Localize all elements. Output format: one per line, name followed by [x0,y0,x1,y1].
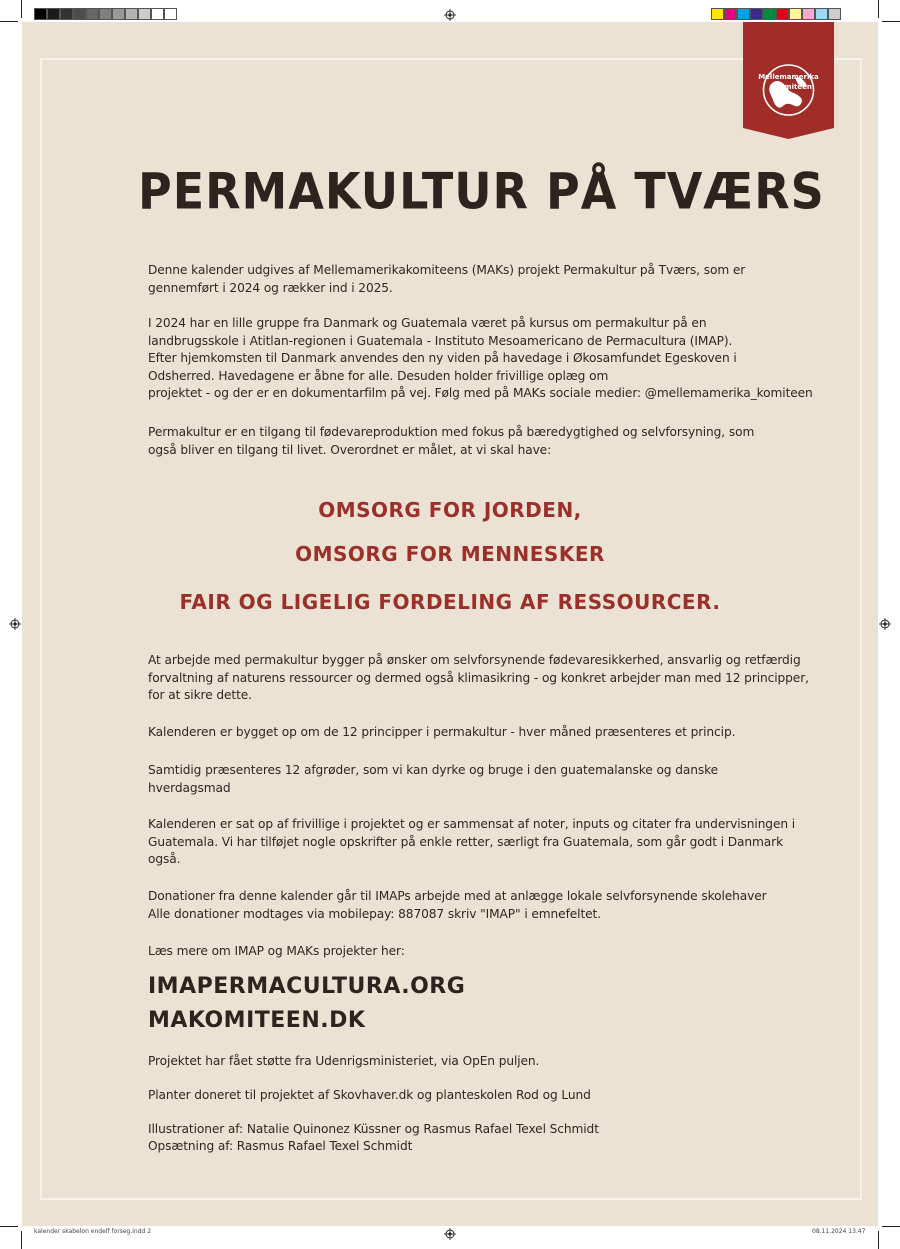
grayscale-registration-strip [34,8,177,20]
crop-mark [21,1231,22,1249]
credit-layout: Opsætning af: Rasmus Rafael Texel Schmidt [148,1139,413,1153]
details-paragraph-3: Samtidig præsenteres 12 afgrøder, som vi kan dyrke og bruge i den guatemalanske og danske hverdagsmad [148,763,719,795]
link-makomiteen[interactable]: MAKOMITEEN.DK [148,1008,366,1033]
details-paragraph-2: Kalenderen er bygget op om de 12 principper i permakultur - hver måned præsenteres et princip. [148,725,736,739]
details-paragraph-4: Kalenderen er sat op af frivillige i projektet og er sammensat af noter, inputs og citater fra undervisningen i Guatemala. Vi har tilføjet nogle opskrifter på enkle retter, særligt fra Guatemala, som går godt i Danmark også. [148,817,796,866]
link-imapermacultura[interactable]: IMAPERMACULTURA.ORG [148,974,466,999]
svg-text:Komiteen: Komiteen [774,83,812,91]
registration-crosshair-icon [879,618,891,630]
credit-support: Projektet har fået støtte fra Udenrigsministeriet, via OpEn puljen. [148,1054,540,1068]
details-paragraph-5: Donationer fra denne kalender går til IMAPs arbejde med at anlægge lokale selvforsynende skolehaver Alle donationer modtages via mobilepay: 887087 skriv "IMAP" i emnefeltet. [148,889,767,921]
print-file-label: kalender skabelon endelf forseg.indd 2 [34,1228,152,1235]
crop-mark [0,1226,18,1227]
crop-mark [878,1231,879,1249]
crop-mark [882,21,900,22]
svg-text:Mellemamerika: Mellemamerika [758,73,819,81]
crop-mark [0,21,18,22]
registration-crosshair-icon [9,618,21,630]
intro-paragraph-2: I 2024 har en lille gruppe fra Danmark og Guatemala været på kursus om permakultur på en landbrugsskole i Atitlan-regionen i Guatemala - Instituto Mesoamericano de Permacultura (IMAP). Efter hjemkomsten til Danmark anvendes den ny viden på havedage i Økosamfundet Egeskoven i Odsherred. Havedagene er åbne for alle. Desuden holder frivillige oplæg om projektet - og der er en dokumentarfilm på vej. Følg med på MAKs sociale medier: @mellemamerika_komiteen [148,316,813,400]
slogan-care-for-people: OMSORG FOR MENNESKER [295,542,605,566]
details-paragraph-6: Læs mere om IMAP og MAKs projekter her: [148,944,405,958]
print-timestamp: 08.11.2024 13.47 [812,1228,866,1235]
page-title: PERMAKULTUR PÅ TVÆRS [138,162,825,221]
registration-crosshair-icon [444,9,456,21]
crop-mark [21,0,22,18]
crop-mark [878,0,879,18]
crop-mark [882,1226,900,1227]
slogan-care-for-earth: OMSORG FOR JORDEN, [318,498,582,522]
intro-paragraph-1: Denne kalender udgives af Mellemamerikakomiteens (MAKs) projekt Permakultur på Tværs, som er gennemført i 2024 og rækker ind i 2025. [148,263,746,295]
credit-illustrations: Illustrationer af: Natalie Quinonez Küssner og Rasmus Rafael Texel Schmidt [148,1122,599,1136]
color-registration-strip [711,8,841,20]
intro-paragraph-3: Permakultur er en tilgang til fødevareproduktion med fokus på bæredygtighed og selvforsyning, som også bliver en tilgang til livet. Overordnet er målet, at vi skal have: [148,425,755,457]
slogan-fair-share: FAIR OG LIGELIG FORDELING AF RESSOURCER. [179,590,721,614]
details-paragraph-1: At arbejde med permakultur bygger på ønsker om selvforsynende fødevaresikkerhed, ansvarlig og retfærdig forvaltning af naturens ressourcer og dermed også klimasikring - og konkret arbejder man med 12 principper, for at sikre dette. [148,653,809,702]
mellemamerika-komiteen-logo [743,22,834,139]
registration-crosshair-icon [444,1228,456,1240]
credit-plants: Planter doneret til projektet af Skovhaver.dk og planteskolen Rod og Lund [148,1088,591,1102]
